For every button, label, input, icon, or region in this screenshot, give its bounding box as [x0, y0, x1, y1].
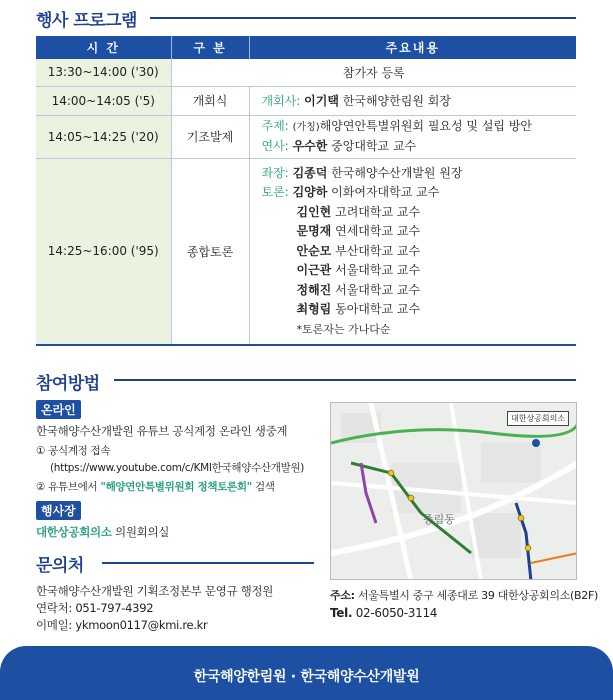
panelist-desc: 동아대학교 교수: [335, 302, 421, 316]
map-place-label: 대한상공회의소: [507, 411, 569, 426]
step2-prefix: ② 유튜브에서: [36, 481, 101, 493]
registration-time: 13:30~14:00 ('30): [36, 59, 171, 86]
panelist-desc: 서울대학교 교수: [335, 263, 421, 277]
topic-text: 해양연안특별위원회 필요성 및 설립 방안: [319, 118, 533, 133]
panelist-name: 최형림: [296, 302, 332, 316]
list-item: [262, 242, 577, 262]
list-item: [262, 300, 577, 320]
program-table: [36, 36, 576, 346]
opening-name: 이기택: [304, 94, 339, 108]
panelist-name: 안순모: [296, 243, 332, 258]
chair-name: 김종덕: [292, 165, 328, 180]
panelist-desc: 부산대학교 교수: [335, 243, 421, 258]
program-title-rule: [150, 17, 576, 19]
panelist-name: 김인현: [296, 204, 332, 219]
table-row-registration: [36, 59, 576, 86]
contact-phone: 연락처: 051-797-4392: [36, 601, 154, 615]
speaker-desc: 중앙대학교 교수: [331, 139, 417, 153]
opening-label: 개회사:: [261, 94, 301, 108]
footer-banner: [0, 646, 613, 700]
header-category: 구 분: [171, 36, 249, 59]
keynote-content: [249, 115, 576, 158]
venue-text: [36, 524, 169, 540]
discussion-content: [249, 158, 576, 345]
discussion-category: 종합토론: [171, 158, 249, 345]
table-row-opening: [36, 86, 576, 115]
panelist-desc: 이화여자대학교 교수: [331, 185, 440, 199]
keynote-time: 14:05~14:25 ('20): [36, 115, 171, 158]
map-tel: [330, 606, 437, 620]
youtube-url[interactable]: (https://www.youtube.com/c/KMI한국해양수산개발원): [50, 462, 305, 474]
chair-label: 좌장:: [261, 165, 289, 180]
list-item: [262, 222, 577, 242]
table-row-discussion: [36, 158, 576, 345]
opening-category: 개회식: [171, 86, 249, 115]
address-text: 서울특별시 중구 세종대로 39 대한상공회의소(B2F): [357, 589, 598, 602]
discussion-time: 14:25~16:00 ('95): [36, 158, 171, 345]
participation-section-title: 참여방법: [36, 374, 100, 394]
tel-label: Tel.: [330, 606, 353, 620]
map-address: [330, 587, 598, 603]
program-section-title: 행사 프로그램: [36, 11, 137, 31]
topic-tag: (가칭): [292, 121, 320, 133]
panelist-name: 이근관: [296, 263, 332, 277]
location-map[interactable]: [330, 402, 577, 580]
address-label: 주소:: [330, 589, 355, 602]
panelist-desc: 서울대학교 교수: [335, 282, 421, 297]
online-description: 한국해양수산개발원 유튜브 공식계정 온라인 생중계: [36, 424, 288, 438]
venue-badge: 행사장: [36, 501, 81, 520]
panelist-desc: 연세대학교 교수: [335, 224, 421, 238]
speaker-name: 우수한: [292, 139, 328, 153]
list-item: [262, 203, 577, 223]
keynote-category: 기조발제: [171, 115, 249, 158]
online-badge: 온라인: [36, 400, 81, 419]
opening-content: [249, 86, 576, 115]
online-step-2: [36, 479, 275, 494]
list-item: [262, 281, 577, 301]
step2-suffix: 검색: [251, 481, 275, 493]
tel-number: 02-6050-3114: [355, 606, 438, 620]
table-header-row: [36, 36, 576, 59]
opening-desc: 한국해양한림원 회장: [342, 94, 451, 108]
table-row-keynote: [36, 115, 576, 158]
header-time: 시 간: [36, 36, 171, 59]
speaker-label: 연사:: [261, 139, 289, 153]
panelist-name: 김양하: [292, 185, 328, 199]
opening-time: 14:00~14:05 ('5): [36, 86, 171, 115]
contact-title-rule: [102, 562, 314, 564]
footer-text: 한국해양한림원 · 한국해양수산개발원: [193, 669, 420, 685]
panelist-name: 문명재: [296, 224, 332, 238]
chair-desc: 한국해양수산개발원 원장: [331, 165, 463, 180]
panelist-desc: 고려대학교 교수: [335, 204, 421, 219]
search-keyword: "해양연안특별위원회 정책토론회": [100, 481, 252, 493]
map-graphic: [331, 403, 577, 580]
panel-label: 토론:: [261, 185, 289, 199]
topic-label: 주제:: [261, 118, 289, 133]
participation-title-rule: [114, 379, 576, 381]
map-area-label: 중림동: [423, 513, 455, 526]
contact-org: 한국해양수산개발원 기획조정본부 문영규 행정원: [36, 584, 274, 598]
contact-section-title: 문의처: [36, 556, 84, 576]
list-item: [262, 261, 577, 281]
venue-room: 의원회의실: [111, 525, 170, 539]
panelist-name: 정해진: [296, 282, 332, 297]
panel-note: *토론자는 가나다순: [296, 322, 391, 336]
registration-content: 참가자 등록: [171, 59, 576, 86]
online-step-1: ① 공식계정 접속: [36, 445, 111, 457]
contact-email: 이메일: ykmoon0117@kmi.re.kr: [36, 618, 208, 632]
venue-name: 대한상공회의소: [36, 525, 112, 539]
header-content: 주요내용: [249, 36, 576, 59]
